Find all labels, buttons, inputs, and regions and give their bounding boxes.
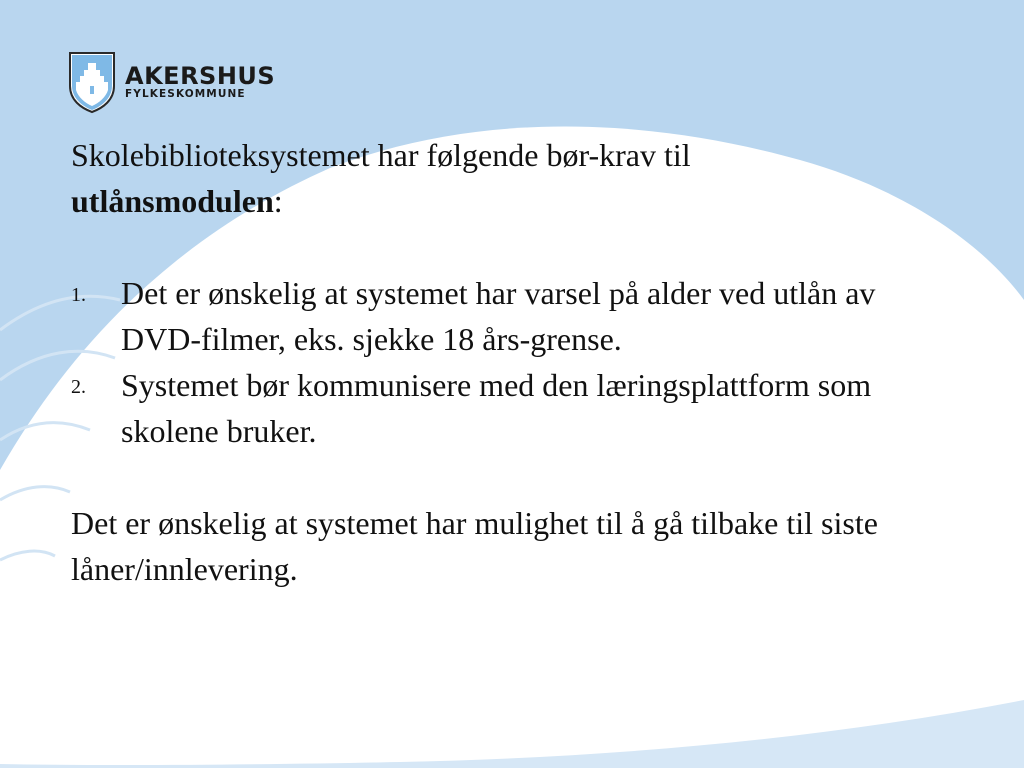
- logo-name: AKERSHUS: [125, 61, 276, 90]
- closing-paragraph: Det er ønskelig at systemet har mulighet til å gå tilbake til siste låner/innlevering.: [71, 505, 878, 587]
- requirements-list: [71, 270, 951, 454]
- spacer: [71, 224, 951, 270]
- list-item-text: Det er ønskelig at systemet har varsel på alder ved utlån av DVD-filmer, eks. sjekke 18 års-grense.: [121, 275, 876, 357]
- logo-text: [125, 61, 276, 101]
- list-item: [71, 362, 951, 454]
- intro-suffix: :: [273, 183, 283, 219]
- list-item: [71, 270, 951, 362]
- spacer: [71, 454, 951, 500]
- logo-subtitle: FYLKESKOMMUNE: [125, 87, 246, 100]
- intro-text: Skolebiblioteksystemet har følgende bør-krav til: [71, 137, 691, 173]
- slide-content: [71, 132, 951, 592]
- list-item-number: 2.: [71, 376, 86, 398]
- akershus-coat-of-arms-icon: [67, 50, 117, 114]
- list-item-text: Systemet bør kommunisere med den læringsplattform som skolene bruker.: [121, 367, 872, 449]
- list-item-number: 1.: [71, 284, 86, 306]
- intro-paragraph: [71, 132, 951, 224]
- intro-bold-term: utlånsmodulen: [71, 183, 274, 219]
- logo: [67, 50, 275, 114]
